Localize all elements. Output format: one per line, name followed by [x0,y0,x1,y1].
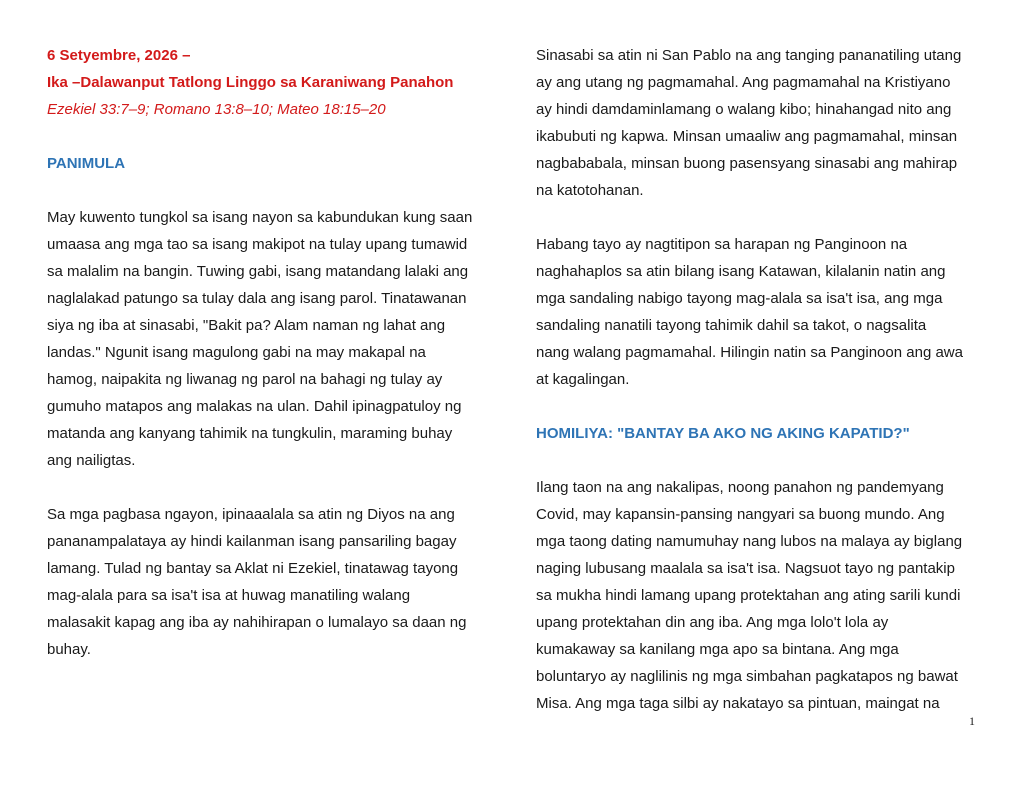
paragraph [47,204,492,474]
text-line: boluntaryo ay naglilinis ng mga simbahan pagkatapos ng bawat [536,668,958,685]
text-line: upang protektahan din ang iba. Ang mga lolo't lola ay [536,614,889,631]
section-heading-panimula: PANIMULA [47,155,126,172]
text-line: at kagalingan. [536,371,630,388]
text-line: Misa. Ang mga taga silbi ay nakatayo sa pintuan, maingat na [536,695,940,712]
date-line: 6 Setyembre, 2026 – [47,47,191,64]
left-column [47,42,492,663]
text-line: naglalakad patungo sa tulay dala ang isang parol. Tinatawanan [47,290,467,307]
paragraph [536,231,981,393]
text-line: Ilang taon na ang nakalipas, noong panahon ng pandemyang [536,479,944,496]
text-line: siya ng iba at sinasabi, "Bakit pa? Alam naman ng lahat ang [47,317,446,334]
text-line: hamog, naipakita ng liwanag ng parol na bahagi ng tulay ay [47,371,443,388]
text-line: sandaling nanatili tayong tahimik dahil sa takot, o nagsalita [536,317,927,334]
text-line: gumuho matapos ang malakas na ulan. Dahil ipinagpatuloy ng [47,398,462,415]
text-line: ay ang utang ng pagmamahal. Ang pagmamahal na Kristiyano [536,74,951,91]
section-heading-homiliya: HOMILIYA: "BANTAY BA AKO NG AKING KAPATID?" [536,425,910,442]
right-column [536,42,981,717]
scripture-readings: Ezekiel 33:7–9; Romano 13:8–10; Mateo 18:15–20 [47,101,386,118]
paragraph [536,42,981,204]
text-line: ang nailigtas. [47,452,136,469]
paragraph [47,501,492,663]
text-line: mga taong dating namumuhay nang lubos na malaya ay biglang [536,533,963,550]
text-line: landas." Ngunit isang magulong gabi na may makapal na [47,344,426,361]
text-line: sa mukha hindi lamang upang protektahan ang ating sarili kundi [536,587,961,604]
text-line: nagbababala, minsan buong pasensyang sinasabi ang mahirap [536,155,958,172]
text-line: nang walang pagmamahal. Hilingin natin sa Panginoon ang awa [536,344,963,361]
text-line: pananampalataya ay hindi kailanman isang pansariling bagay [47,533,457,550]
text-line: Habang tayo ay nagtitipon sa harapan ng Panginoon na [536,236,908,253]
text-line: mag-alala para sa isa't isa at huwag manatiling walang [47,587,411,604]
text-line: ikabubuti ng kapwa. Minsan umaaliw ang pagmamahal, minsan [536,128,958,145]
liturgical-title: Ika –Dalawanput Tatlong Linggo sa Karaniwang Panahon [47,74,454,91]
text-line: matanda ang kanyang tahimik na tungkulin, maraming buhay [47,425,453,442]
text-line: naging lubusang maalala sa isa't isa. Nagsuot tayo ng pantakip [536,560,955,577]
text-line: lamang. Tulad ng bantay sa Aklat ni Ezekiel, tinatawag tayong [47,560,459,577]
text-line: naghahaplos sa atin bilang isang Katawan, kilalanin natin ang [536,263,946,280]
text-line: buhay. [47,641,91,658]
text-line: umaasa ang mga tao sa isang makipot na tulay upang tumawid [47,236,468,253]
text-line: Sa mga pagbasa ngayon, ipinaaalala sa atin ng Diyos na ang [47,506,455,523]
text-line: na katotohanan. [536,182,644,199]
text-line: Covid, may kapansin-pansing nangyari sa buong mundo. Ang [536,506,945,523]
text-line: sa malalim na bangin. Tuwing gabi, isang matandang lalaki ang [47,263,469,280]
text-line: kumakaway sa kanilang mga apo sa bintana. Ang mga [536,641,899,658]
paragraph [536,474,981,717]
page-number: 1 [969,714,975,728]
text-line: ay hindi damdaminlamang o walang kibo; hinahangad nito ang [536,101,952,118]
text-line: Sinasabi sa atin ni San Pablo na ang tanging pananatiling utang [536,47,962,64]
text-line: malasakit kapag ang iba ay nahihirapan o lumalayo sa daan ng [47,614,467,631]
text-line: mga sandaling nabigo tayong mag-alala sa isa't isa, ang mga [536,290,943,307]
text-line: May kuwento tungkol sa isang nayon sa kabundukan kung saan [47,209,473,226]
